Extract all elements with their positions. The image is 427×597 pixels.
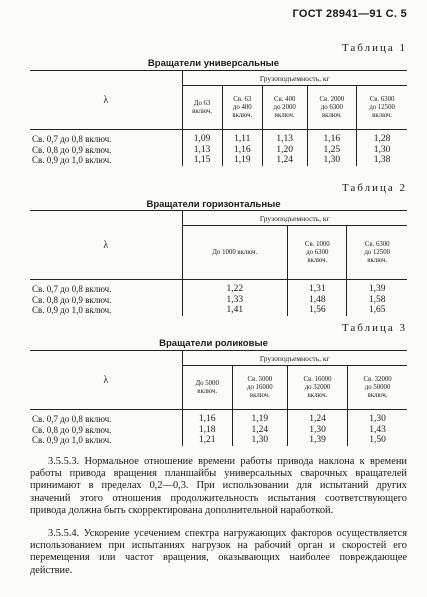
cell-value: 1,30	[348, 410, 407, 425]
column-header-line: До 5000	[195, 379, 219, 387]
column-header-line: Св. 63	[233, 95, 252, 103]
table-3-title: Вращатели роликовые	[159, 338, 268, 349]
table-1-column-header	[222, 86, 262, 130]
column-header-line: До 63	[193, 99, 211, 107]
table-row	[30, 435, 407, 446]
table-2-row-header: λ	[30, 211, 182, 280]
table-row	[30, 155, 407, 166]
cell-value: 1,30	[287, 425, 347, 436]
table-3	[30, 350, 407, 446]
table-3-row-header: λ	[30, 351, 182, 410]
column-header-line: до 2000	[273, 103, 296, 111]
cell-value: 1,50	[348, 435, 407, 446]
cell-value: 1,58	[347, 295, 407, 306]
cell-value: 1,15	[182, 155, 222, 166]
table-3-column-header	[348, 366, 407, 410]
cell-value: 1,18	[182, 425, 232, 436]
cell-value: 1,11	[222, 130, 262, 145]
cell-value: 1,30	[357, 145, 407, 156]
table-1-label: Таблица 1	[341, 42, 407, 54]
row-label: Св. 0,7 до 0,8 включ.	[32, 414, 112, 424]
row-label: Св. 0,8 до 0,9 включ.	[32, 424, 112, 435]
cell-value: 1,39	[287, 435, 347, 446]
cell-value: 1,39	[347, 280, 407, 295]
column-header-line: включ.	[372, 111, 393, 119]
cell-value: 1,16	[222, 145, 262, 156]
table-2-group-header: Грузоподъемность, кг	[182, 211, 407, 226]
column-header-line: включ.	[321, 111, 342, 119]
table-1-row-header: λ	[30, 71, 182, 130]
cell-value: 1,28	[357, 130, 407, 145]
row-label: Св. 0,8 до 0,9 включ.	[32, 294, 112, 305]
table-3-column-header	[287, 366, 347, 410]
cell-value: 1,16	[307, 130, 357, 145]
column-header-line: включ.	[367, 256, 388, 264]
cell-value: 1,24	[232, 425, 287, 436]
column-header-line: включ.	[197, 387, 218, 395]
cell-value: 1,13	[182, 145, 222, 156]
column-header-line: Св. 1000	[304, 240, 330, 248]
column-header-line: Св. 5000	[247, 375, 273, 383]
table-2-column-header	[182, 226, 288, 280]
column-header-line: до 50000	[364, 383, 391, 391]
cell-value: 1,16	[182, 410, 232, 425]
cell-value: 1,30	[232, 435, 287, 446]
column-header-line: включ.	[307, 391, 328, 399]
column-header-line: до 6300	[306, 248, 329, 256]
cell-value: 1,22	[182, 280, 288, 295]
paragraph-3-5-5-4: 3.5.5.4. Ускорение усечением спектра нагружающих факторов осуществляется использованием при испытаниях нагрузок на рабочий орган и скоростей его перемещения или частот вращения, оказывающих наиболее повреждающее действие.	[30, 528, 407, 576]
cell-value: 1,20	[262, 145, 307, 156]
table-2	[30, 210, 407, 316]
table-1-column-header	[357, 86, 407, 130]
table-row	[30, 410, 407, 425]
cell-value: 1,41	[182, 305, 288, 316]
table-1-group-header: Грузоподъемность, кг	[182, 71, 407, 86]
column-header-line: Св. 6300	[364, 240, 390, 248]
table-1-column-header	[262, 86, 307, 130]
table-1	[30, 70, 407, 166]
column-header-line: до 32000	[304, 383, 331, 391]
cell-value: 1,09	[182, 130, 222, 145]
table-row	[30, 295, 407, 306]
row-label: Св. 0,9 до 1,0 включ.	[32, 305, 112, 315]
row-label: Св. 0,8 до 0,9 включ.	[32, 144, 112, 155]
column-header-line: Св. 2000	[319, 95, 345, 103]
column-header-line: включ.	[307, 256, 328, 264]
column-header-line: до 12500	[369, 103, 395, 111]
column-header-line: до 16000	[247, 383, 273, 391]
table-row	[30, 425, 407, 436]
table-2-title: Вращатели горизонтальные	[146, 199, 281, 210]
table-row	[30, 130, 407, 145]
cell-value: 1,43	[348, 425, 407, 436]
column-header-line: включ.	[274, 111, 295, 119]
column-header-line: Св. 32000	[363, 375, 392, 383]
column-header-line: включ.	[367, 391, 388, 399]
row-label: Св. 0,7 до 0,8 включ.	[32, 284, 112, 294]
table-3-column-header	[182, 366, 232, 410]
column-header-line: до 400	[232, 103, 252, 111]
cell-value: 1,48	[288, 295, 347, 306]
cell-value: 1,24	[262, 155, 307, 166]
column-header-line: Св. 6300	[369, 95, 395, 103]
column-header-line: до 12500	[364, 248, 390, 256]
cell-value: 1,31	[288, 280, 347, 295]
table-3-group-header: Грузоподъемность, кг	[182, 351, 407, 366]
cell-value: 1,19	[222, 155, 262, 166]
row-label: Св. 0,9 до 1,0 включ.	[32, 435, 112, 445]
cell-value: 1,33	[182, 295, 288, 306]
table-1-column-header	[307, 86, 357, 130]
cell-value: 1,56	[288, 305, 347, 316]
table-row	[30, 145, 407, 156]
column-header-line: До 1000 включ.	[212, 248, 258, 256]
column-header-line: включ.	[232, 111, 253, 119]
cell-value: 1,65	[347, 305, 407, 316]
cell-value: 1,21	[182, 435, 232, 446]
table-1-title: Вращатели универсальные	[147, 58, 280, 69]
column-header-line: включ.	[192, 107, 213, 115]
cell-value: 1,38	[357, 155, 407, 166]
cell-value: 1,24	[287, 410, 347, 425]
table-3-column-header	[232, 366, 287, 410]
row-label: Св. 0,7 до 0,8 включ.	[32, 134, 112, 144]
column-header-line: включ.	[249, 391, 270, 399]
table-2-column-header	[347, 226, 407, 280]
cell-value: 1,13	[262, 130, 307, 145]
cell-value: 1,30	[307, 155, 357, 166]
table-2-label: Таблица 2	[341, 182, 407, 194]
column-header-line: Св. 16000	[303, 375, 332, 383]
cell-value: 1,25	[307, 145, 357, 156]
column-header-line: Св. 400	[274, 95, 296, 103]
table-3-label: Таблица 3	[341, 322, 407, 334]
table-row	[30, 280, 407, 295]
page-header: ГОСТ 28941—91 С. 5	[292, 8, 407, 20]
row-label: Св. 0,9 до 1,0 включ.	[32, 155, 112, 165]
column-header-line: до 6300	[320, 103, 343, 111]
cell-value: 1,19	[232, 410, 287, 425]
table-1-column-header	[182, 86, 222, 130]
table-row	[30, 305, 407, 316]
paragraph-3-5-5-3: 3.5.5.3. Нормальное отношение времени работы привода наклона к времени работы привода вращения планшайбы универсальных сварочных вращателей принимают в пределах 0,2—0,3. При использовании для испытаний других значений этого отношения продолжительность испытания соответствующего привода должна быть скорректирована дополнительной наработкой.	[30, 456, 407, 516]
table-2-column-header	[288, 226, 347, 280]
